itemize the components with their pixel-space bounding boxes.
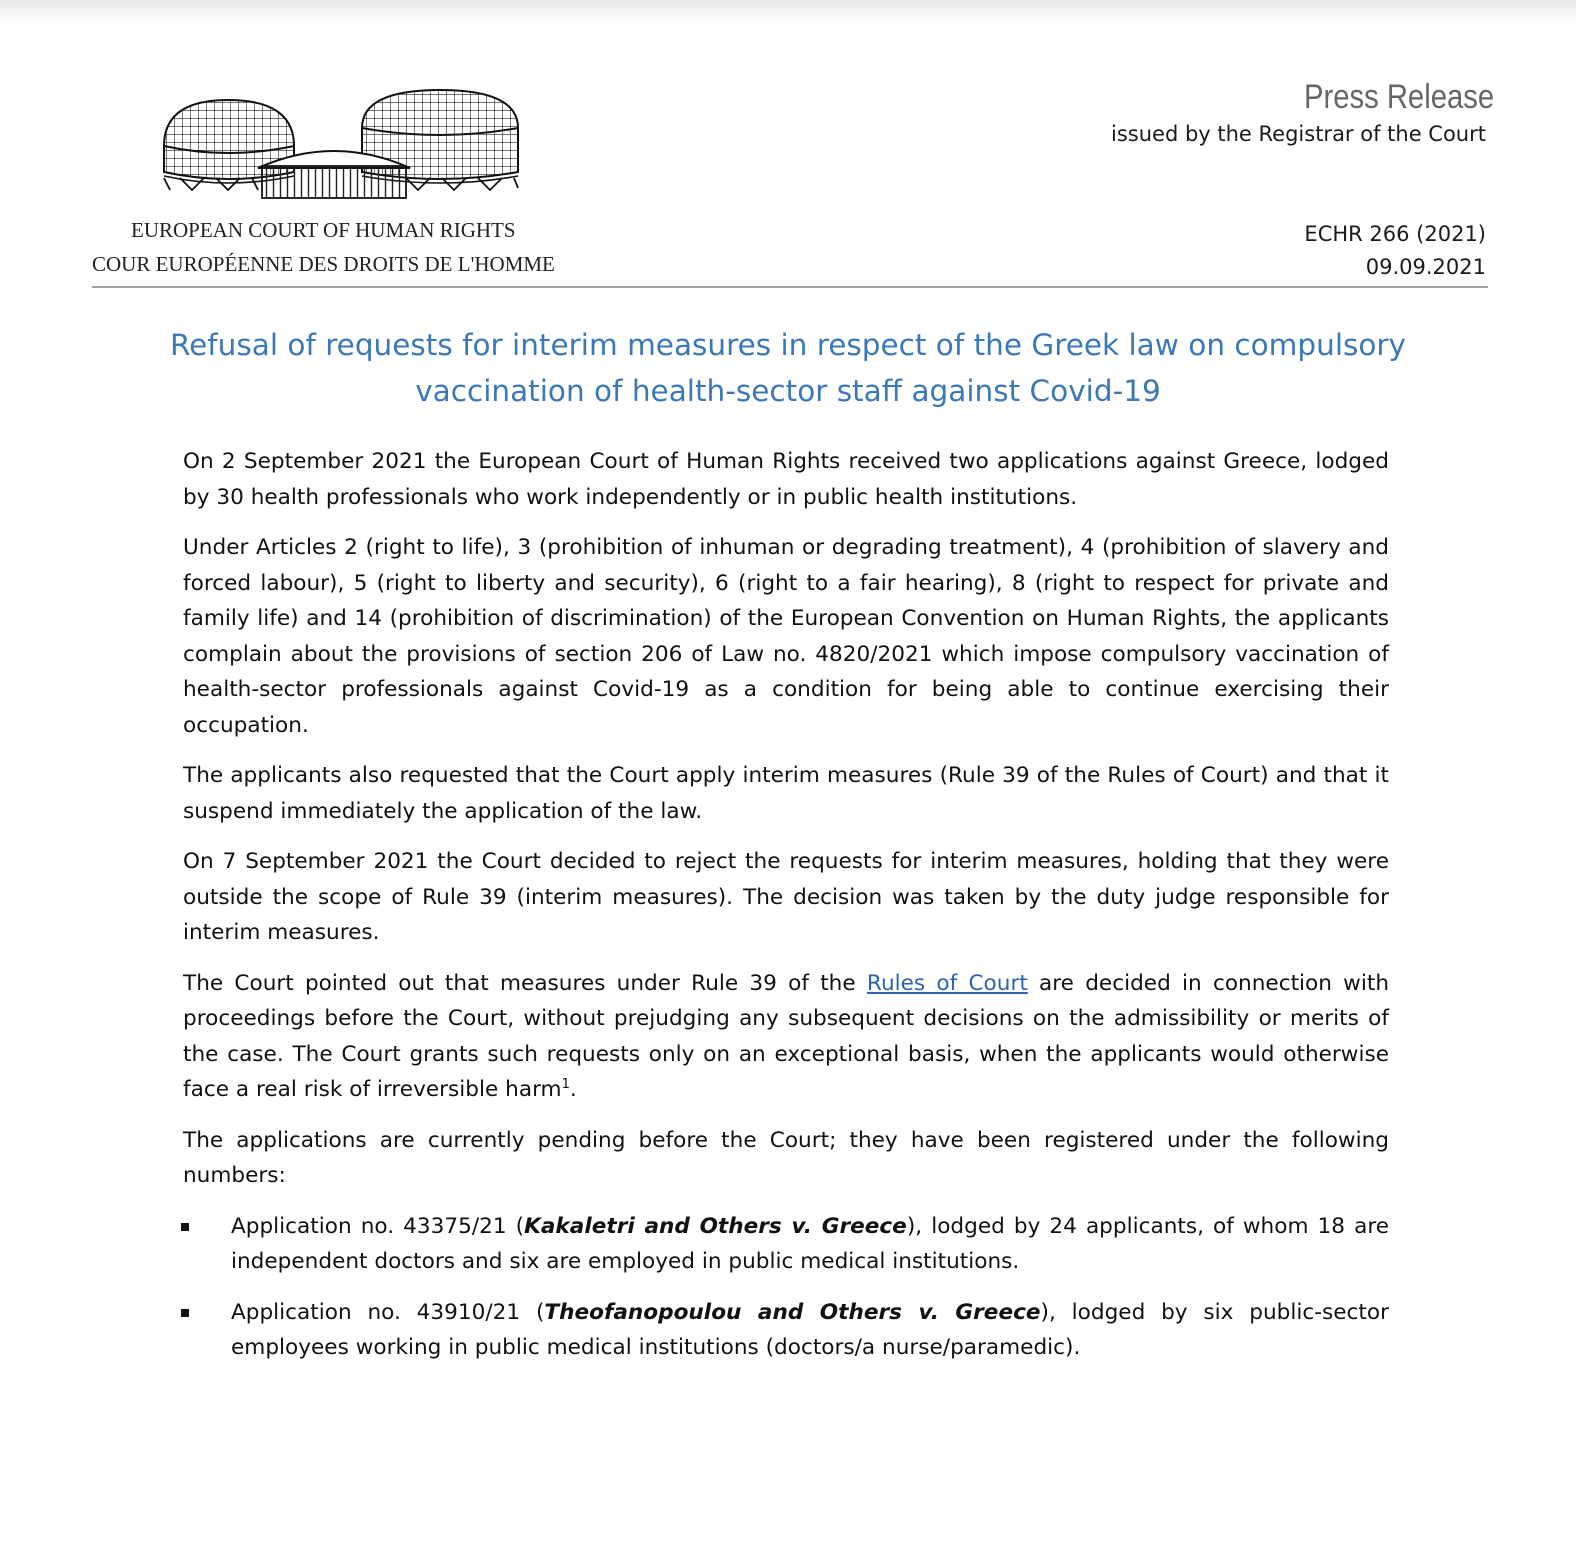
headline: Refusal of requests for interim measures in respect of the Greek law on compulsory vaccination of health-sector staff against Covid-19 [169, 328, 1407, 408]
footnote-ref[interactable]: 1 [561, 1076, 570, 1092]
square-bullet-icon [181, 1309, 189, 1317]
reference-number: ECHR 266 (2021) [1304, 222, 1486, 246]
paragraph-text: are decided in connection with proceedings before the Court, without prejudging any subsequent decisions on the admissibility or merits of the case. The Court grants such requests only on an exceptional basis, when the applicants would otherwise face a real risk of irreversible harm [183, 970, 1389, 1102]
release-date: 09.09.2021 [1365, 255, 1486, 279]
top-shadow [0, 0, 1576, 22]
applications-list [179, 1209, 1389, 1366]
court-name-fr: COUR EUROPÉENNE DES DROITS DE L'HOMME [92, 252, 555, 276]
rules-of-court-link[interactable]: Rules of Court [866, 970, 1028, 996]
paragraph-end: . [569, 1077, 577, 1102]
document-body [183, 444, 1389, 1381]
press-release-title: Press Release [1303, 78, 1494, 116]
application-suffix: ), lodged by six public-sector employees working in public medical institutions (doctors/a nurse/paramedic). [231, 1299, 1389, 1360]
application-prefix: Application no. 43910/21 ( [231, 1299, 545, 1325]
header-divider [92, 286, 1488, 288]
rules-paragraph [183, 966, 1389, 1108]
square-bullet-icon [181, 1223, 189, 1231]
list-item [179, 1209, 1389, 1280]
court-name-en: EUROPEAN COURT OF HUMAN RIGHTS [131, 218, 516, 242]
application-prefix: Application no. 43375/21 ( [231, 1213, 525, 1239]
application-suffix: ), lodged by 24 applicants, of whom 18 are independent doctors and six are employed in public medical institutions. [231, 1213, 1390, 1274]
case-name: Kakaletri and Others v. Greece [524, 1213, 907, 1239]
issuer-line: issued by the Registrar of the Court [1111, 122, 1486, 146]
paragraph: Under Articles 2 (right to life), 3 (prohibition of inhuman or degrading treatment), 4 (prohibition of slavery and forced labour), 5 (right to liberty and security), 6 (right to a fair hearing), 8 (right to respect for private and family life) and 14 (prohibition of discrimination) of the European Convention on Human Rights, the applicants complain about the provisions of section 206 of Law no. 4820/2021 which impose compulsory vaccination of health-sector professionals against Covid-19 as a condition for being able to continue exercising their occupation. [183, 535, 1389, 738]
paragraph: On 2 September 2021 the European Court of Human Rights received two applications against Greece, lodged by 30 health professionals who work independently or in public health institutions. [183, 449, 1389, 510]
paragraph: The applications are currently pending before the Court; they have been registered under the following numbers: [183, 1127, 1389, 1188]
court-building-logo-icon [158, 86, 524, 202]
list-item [179, 1295, 1389, 1366]
paragraph-text: The Court pointed out that measures under Rule 39 of the [183, 970, 867, 996]
paragraph: On 7 September 2021 the Court decided to reject the requests for interim measures, holding that they were outside the scope of Rule 39 (interim measures). The decision was taken by the duty judge responsible for interim measures. [183, 849, 1389, 945]
case-name: Theofanopoulou and Others v. Greece [544, 1299, 1041, 1325]
paragraph: The applicants also requested that the Court apply interim measures (Rule 39 of the Rules of Court) and that it suspend immediately the application of the law. [183, 763, 1389, 824]
